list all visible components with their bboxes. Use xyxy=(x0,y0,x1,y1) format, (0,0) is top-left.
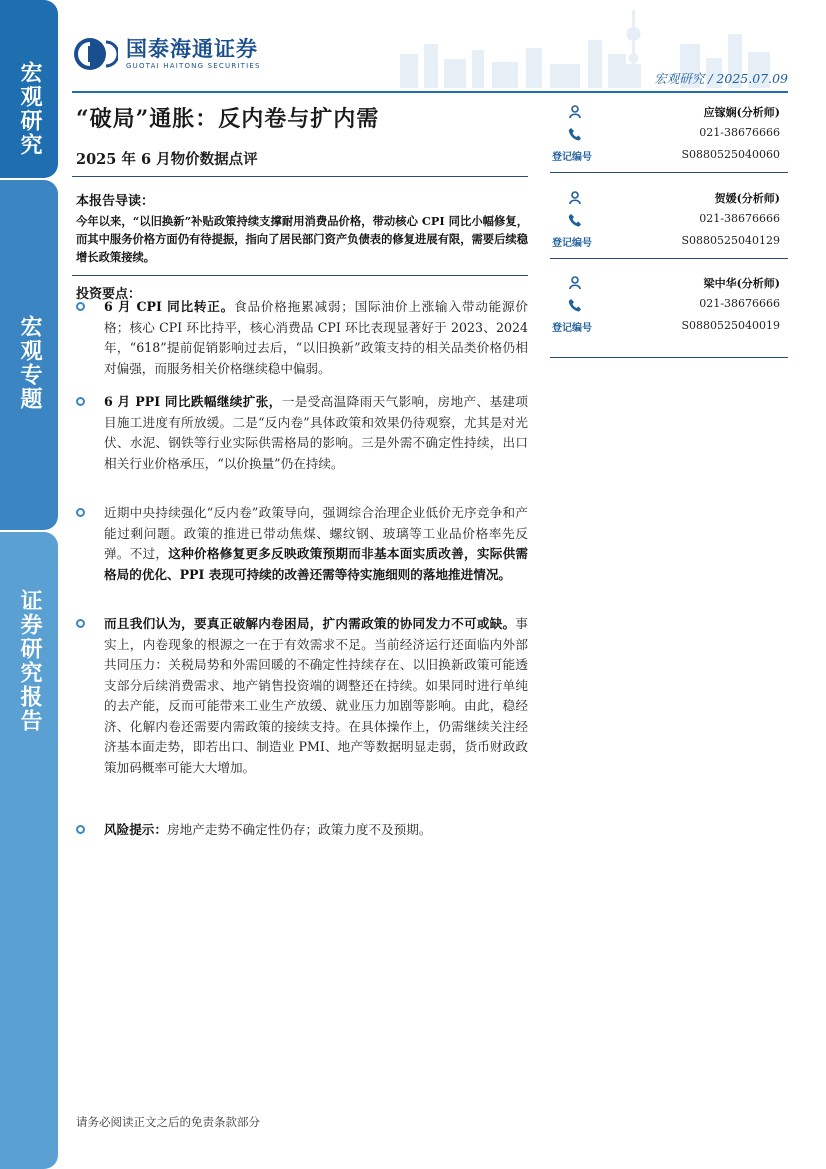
points-heading: 投资要点： xyxy=(76,287,142,302)
analyst-phone: 021-38676666 xyxy=(699,212,780,225)
sidebar-tab-macro-topic xyxy=(0,180,58,530)
disclaimer-footer: 请务必阅读正文之后的免责条款部分 xyxy=(76,1115,260,1129)
sidebar-tab-securities-report xyxy=(0,532,58,1169)
list-item xyxy=(76,392,528,474)
registration-label: 登记编号 xyxy=(552,323,592,334)
analyst-divider xyxy=(550,357,788,358)
bullet-emphasis: 这种价格修复更多反映政策预期而非基本面实质改善，实际供需格局的优化、PPI 表现可持续的改善还需等待实施细则的落地推进情况。 xyxy=(104,546,529,582)
bullet-body: 食品价格拖累减弱；国际油价上涨输入带动能源价格；核心 CPI 环比持平，核心消费品 CPI 环比表现显著好于 2023、2024 年，“618”提前促销影响过去后，“以旧换新”政策支持的相关品类价格仍相对偏强，而服务相关价格继续稳中偏弱。 xyxy=(104,299,529,376)
bullet-icon xyxy=(76,508,85,517)
sidebar-label-1: 宏观研究 xyxy=(17,61,42,157)
bullet-body: 事实上，内卷现象的根源之一在于有效需求不足。当前经济运行还面临内外部共同压力：关税局势和外需回暖的不确定性持续存在、以旧换新政策可能透支部分后续消费需求、地产销售投资端的调整还在持续。如果同时进行单纯的去产能，反而可能带来工业生产放缓、就业压力加剧等影响。由此，稳经济、化解内卷还需要内需政策的接续支持。在具体操作上，仍需继续关注经济基本面走势，即若出口、制造业 PMI、地产等数据明显走弱，货币财政政策加码概率可能大大增加。 xyxy=(104,616,528,775)
risk-label: 风险提示： xyxy=(104,822,167,837)
person-icon xyxy=(568,191,582,205)
analyst-name: 应镓娴(分析师) xyxy=(703,106,780,119)
report-date: 2025.07.09 xyxy=(716,71,788,86)
header-divider xyxy=(72,91,788,93)
bullet-body: 近期中央持续强化“反内卷”政策导向，强调综合治理企业低价无序竞争和产能过剩问题。政策的推进已带动焦煤、螺纹钢、玻璃等工业品价格率先反弹。不过， xyxy=(104,505,528,561)
company-logo xyxy=(72,36,261,72)
analyst-divider xyxy=(550,258,788,259)
analyst-card xyxy=(550,104,788,172)
list-item xyxy=(76,297,528,379)
phone-icon xyxy=(568,298,582,312)
risk-warning xyxy=(76,820,528,841)
logo-name-cn: 国泰海通证券 xyxy=(126,37,258,61)
analyst-phone: 021-38676666 xyxy=(699,126,780,139)
analyst-divider xyxy=(550,172,788,173)
title-divider xyxy=(72,176,528,177)
sidebar-label-2: 宏观专题 xyxy=(17,315,42,411)
bullet-headline: 而且我们认为，要真正破解内卷困局，扩内需政策的协同发力不可或缺。 xyxy=(104,616,516,631)
phone-icon xyxy=(568,213,582,227)
sidebar-label-3: 证券研究报告 xyxy=(17,589,42,733)
intro-text: 今年以来，“以旧换新”补贴政策持续支撑耐用消费品价格，带动核心 CPI 同比小幅修复，而其中服务价格方面仍有待提振，指向了居民部门资产负债表的修复进展有限，需要后续稳增长政策接续。 xyxy=(76,214,528,264)
analyst-name: 梁中华(分析师) xyxy=(703,277,780,290)
bullet-body: 一是受高温降雨天气影响，房地产、基建项目施工进度有所放缓。二是“反内卷”具体政策和效果仍待观察，尤其是对光伏、水泥、钢铁等行业实际供需格局的影响。三是外需不确定性持续，出口相关行业价格承压，“以价换量”仍在持续。 xyxy=(104,394,529,471)
list-item xyxy=(76,503,528,585)
intro-divider xyxy=(72,275,528,276)
report-subtitle: 2025 年 6 月物价数据点评 xyxy=(76,151,258,168)
bullet-icon xyxy=(76,397,85,406)
report-title: “破局”通胀：反内卷与扩内需 xyxy=(76,106,380,132)
registration-number: S0880525040060 xyxy=(681,148,780,161)
phone-icon xyxy=(568,127,582,141)
person-icon xyxy=(568,105,582,119)
sidebar xyxy=(0,0,58,1169)
bullet-icon xyxy=(76,302,85,311)
bullet-icon xyxy=(76,619,85,628)
header-meta xyxy=(654,69,788,87)
registration-number: S0880525040019 xyxy=(681,319,780,332)
registration-number: S0880525040129 xyxy=(681,234,780,247)
logo-name-en: GUOTAI HAITONG SECURITIES xyxy=(126,62,261,70)
intro-heading: 本报告导读： xyxy=(76,194,155,209)
list-item xyxy=(76,614,528,778)
bullet-headline: 6 月 PPI 同比跌幅继续扩张， xyxy=(104,394,282,409)
meta-separator: / xyxy=(708,71,717,86)
sidebar-tab-macro-research xyxy=(0,0,58,178)
person-icon xyxy=(568,276,582,290)
analyst-name: 贺媛(分析师) xyxy=(714,192,780,205)
analyst-card xyxy=(550,190,788,258)
brand-logo-icon xyxy=(72,36,118,72)
bullet-headline: 6 月 CPI 同比转正。 xyxy=(104,299,235,314)
report-category: 宏观研究 xyxy=(654,71,705,86)
analyst-phone: 021-38676666 xyxy=(699,297,780,310)
risk-text: 房地产走势不确定性仍存；政策力度不及预期。 xyxy=(166,822,432,837)
registration-label: 登记编号 xyxy=(552,238,592,249)
registration-label: 登记编号 xyxy=(552,152,592,163)
analyst-card xyxy=(550,275,788,343)
bullet-icon xyxy=(76,825,85,834)
